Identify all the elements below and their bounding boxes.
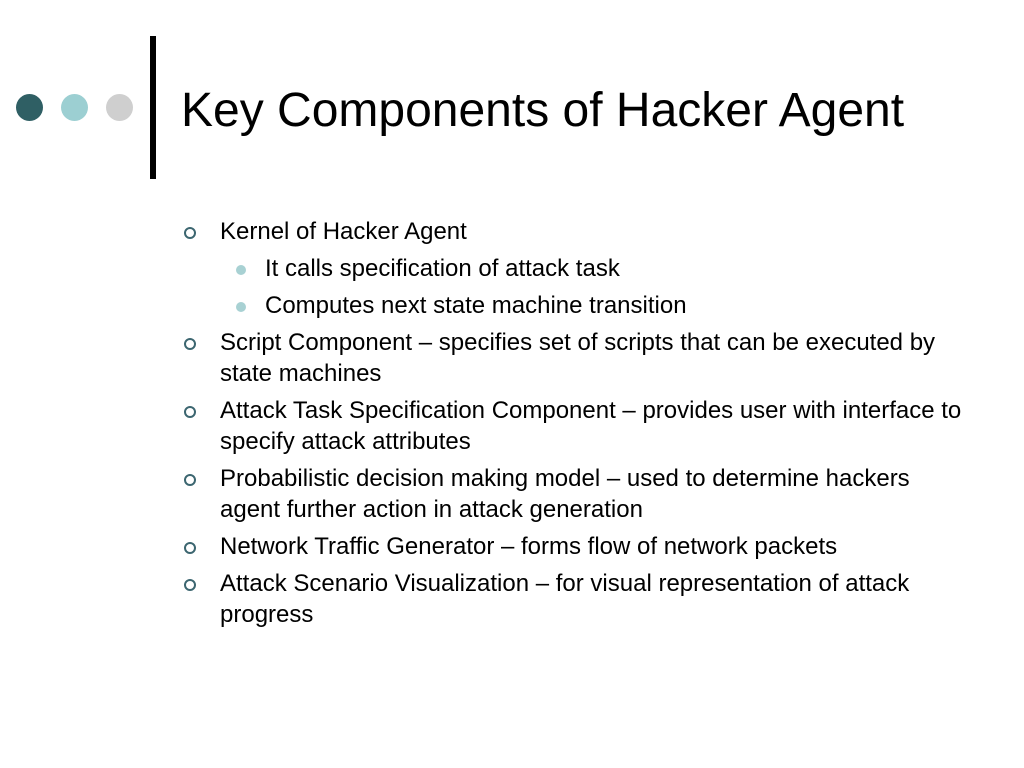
- bullet-text: Probabilistic decision making model – used to determine hackers agent further action in attack generation: [220, 465, 910, 523]
- decorative-dots: [16, 93, 151, 121]
- bullet-text: Attack Scenario Visualization – for visual representation of attack progress: [220, 570, 910, 628]
- ring-bullet-icon: [184, 579, 196, 591]
- sub-bullet-text: Computes next state machine transition: [265, 292, 687, 319]
- bullet-item-network-traffic: [183, 531, 963, 562]
- dot-bullet-icon: [236, 302, 246, 312]
- bullet-text: Script Component – specifies set of scripts that can be executed by state machines: [220, 329, 936, 387]
- bullet-text: Kernel of Hacker Agent: [220, 218, 467, 245]
- bullet-item-script-component: [183, 327, 963, 389]
- dot-gray-icon: [106, 94, 133, 121]
- bullet-list: [183, 216, 963, 636]
- bullet-text: Network Traffic Generator – forms flow of network packets: [220, 533, 838, 560]
- dot-light-teal-icon: [61, 94, 88, 121]
- bullet-item-kernel: [183, 216, 963, 247]
- dot-dark-teal-icon: [16, 94, 43, 121]
- title-divider-bar: [150, 36, 156, 179]
- ring-bullet-icon: [184, 474, 196, 486]
- sub-bullet-text: It calls specification of attack task: [265, 255, 620, 282]
- ring-bullet-icon: [184, 542, 196, 554]
- dot-bullet-icon: [236, 265, 246, 275]
- ring-bullet-icon: [184, 227, 196, 239]
- bullet-item-attack-task-spec: [183, 395, 963, 457]
- sub-bullet-item: [183, 253, 963, 284]
- bullet-text: Attack Task Specification Component – provides user with interface to specify attack attributes: [220, 397, 962, 455]
- sub-bullet-item: [183, 290, 963, 321]
- ring-bullet-icon: [184, 338, 196, 350]
- bullet-item-probabilistic-model: [183, 463, 963, 525]
- ring-bullet-icon: [184, 406, 196, 418]
- bullet-item-visualization: [183, 568, 963, 630]
- slide-title: Key Components of Hacker Agent: [181, 84, 905, 137]
